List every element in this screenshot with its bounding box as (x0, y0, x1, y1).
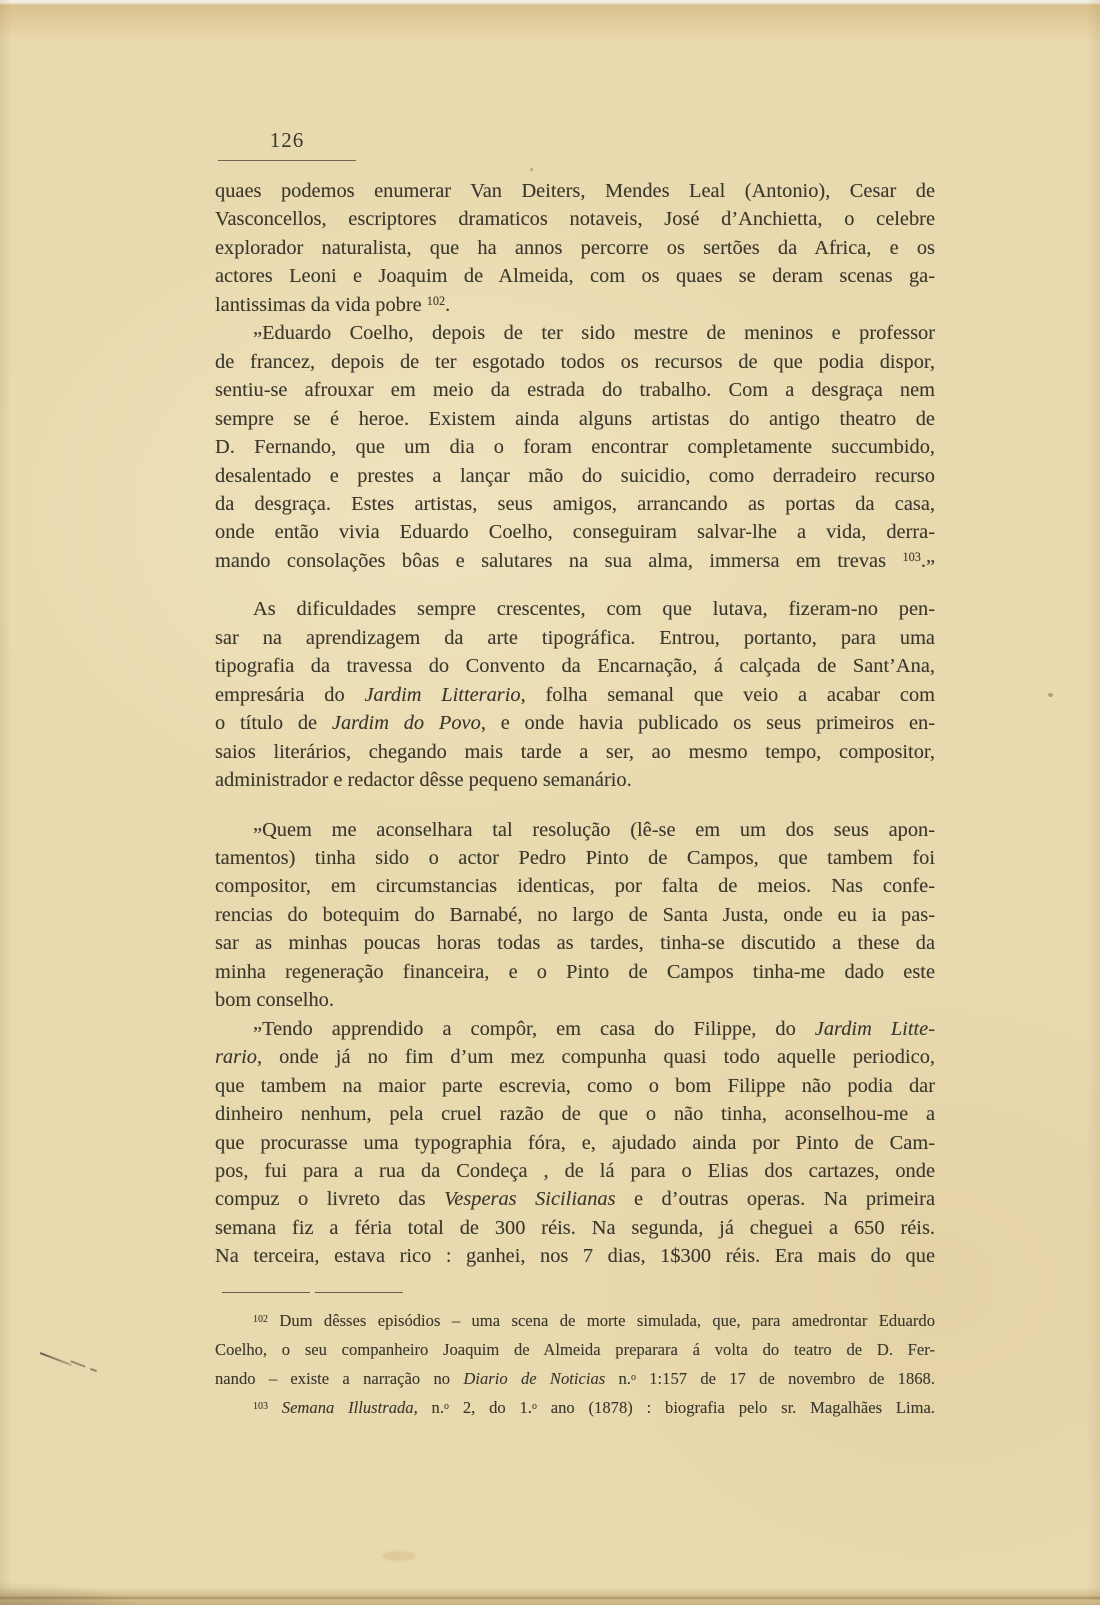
page-bottom-corner-shadow (0, 1581, 170, 1605)
text-line: $^{102}$ Dum dêsses episódios – uma scena de morte simulada, que, para amedrontar Eduardo (253, 1311, 935, 1331)
text-line: dinheiro nenhum, pela cruel razão de que o não tinha, aconselhou-me a (215, 1103, 935, 1126)
text-line: As dificuldades sempre crescentes, com que lutava, fizeram-no pen- (253, 598, 935, 621)
text-line: nando – existe a narração no Diario de Noticias n.$^o$ 1:157 de 17 de novembro de 1868. (215, 1369, 936, 1389)
text-line: tamentos) tinha sido o actor Pedro Pinto de Campos, que tambem foi (215, 846, 935, 869)
paragraph (215, 813, 935, 1015)
pencil-scratch-mark (40, 1350, 102, 1374)
text-line: Na terceira, estava rico : ganhei, nos 7 dias, 1$300 réis. Era mais do que (215, 1245, 935, 1268)
text-line: sar na aprendizagem da arte tipográfica. Entrou, portanto, para uma (215, 626, 935, 649)
text-line: rario, onde já no fim d’um mez compunha quasi todo aquelle periodico, (215, 1046, 935, 1069)
paragraph (215, 316, 935, 575)
paragraph (215, 1012, 935, 1271)
text-line: que tambem na maior parte escrevia, como o bom Filippe não podia dar (215, 1074, 935, 1097)
text-line: de francez, depois de ter esgotado todos os recursos de que podia dispor, (215, 350, 935, 373)
body-text (215, 177, 935, 1271)
text-line: saios literários, chegando mais tarde a ser, ao mesmo tempo, compositor, (215, 740, 935, 763)
page-number: 126 (218, 128, 356, 161)
text-line: „Eduardo Coelho, depois de ter sido mestre de meninos e professor (253, 316, 935, 345)
text-line: mando consolações bôas e salutares na sua alma, immersa em trevas $^{103}$.„ (215, 544, 935, 572)
paper-speck (1048, 693, 1053, 697)
text-line: quaes podemos enumerar Van Deiters, Mendes Leal (Antonio), Cesar de (215, 180, 935, 202)
text-line: actores Leoni e Joaquim de Almeida, com os quaes se deram scenas ga- (215, 265, 935, 288)
text-line: sentiu-se afrouxar em meio da estrada do trabalho. Com a desgraça nem (215, 379, 935, 402)
text-line: da desgraça. Estes artistas, seus amigos, arrancando as portas da casa, (215, 492, 935, 515)
paragraph (215, 177, 935, 319)
text-line: empresária do Jardim Litterario, folha semanal que veio a acabar com (215, 683, 935, 706)
footnote-separator (222, 1292, 403, 1294)
text-line: explorador naturalista, que ha annos percorre os sertões da Africa, e os (215, 236, 935, 259)
text-line: D. Fernando, que um dia o foram encontrar completamente succumbido, (215, 436, 935, 459)
text-line: Vasconcellos, escriptores dramaticos notaveis, José d’Anchietta, o celebre (215, 208, 935, 231)
text-line: onde então vivia Eduardo Coelho, conseguiram salvar-lhe a vida, derra- (215, 521, 935, 544)
text-line: desalentado e prestes a lançar mão do suicidio, como derradeiro recurso (215, 464, 935, 487)
text-line: o título de Jardim do Povo, e onde havia publicado os seus primeiros en- (215, 712, 935, 735)
text-line: tipografia da travessa do Convento da Encarnação, á calçada de Sant’Ana, (215, 655, 935, 678)
paper-speck (530, 168, 533, 171)
text-line: compuz o livreto das Vesperas Sicilianas e d’outras operas. Na primeira (215, 1188, 935, 1211)
text-line: lantissimas da vida pobre $^{102}$. (215, 293, 451, 316)
footnotes (215, 1306, 935, 1422)
text-line: „Quem me aconselhara tal resolução (lê-se em um dos seus apon- (253, 813, 935, 841)
text-line: minha regeneração financeira, e o Pinto de Campos tinha-me dado este (215, 960, 935, 983)
text-line: rencias do botequim do Barnabé, no largo de Santa Justa, onde eu ia pas- (215, 903, 935, 926)
text-line: „Tendo apprendido a compôr, em casa do Filippe, do Jardim Litte- (253, 1012, 935, 1040)
paragraph (215, 1393, 935, 1422)
text-line: compositor, em circumstancias identicas, por falta de meios. Nas confe- (215, 875, 935, 898)
text-line: semana fiz a féria total de 300 réis. Na segunda, já cheguei a 650 réis. (215, 1216, 935, 1239)
text-line: sempre se é heroe. Existem ainda alguns artistas do antigo theatro de (215, 407, 935, 430)
paragraph (215, 1306, 935, 1393)
text-line: pos, fui para a rua da Condeça , de lá para o Elias dos cartazes, onde (215, 1159, 935, 1182)
text-line: sar as minhas poucas horas todas as tardes, tinha-se discutido a these da (215, 932, 935, 955)
paper-stain (382, 1551, 416, 1561)
text-line: administrador e redactor dêsse pequeno semanário. (215, 769, 632, 792)
text-line: Coelho, o seu companheiro Joaquim de Almeida preparara á volta do teatro de D. Fer- (215, 1340, 935, 1360)
text-line: bom conselho. (215, 989, 334, 1012)
text-line: que procurasse uma typographia fóra, e, ajudado ainda por Pinto de Cam- (215, 1131, 935, 1154)
paragraph (215, 595, 935, 794)
text-line: $^{103}$ Semana Illustrada, n.$^o$ 2, do 1.$^o$ ano (1878) : biografia pelo sr. Magalhães Lima. (253, 1398, 936, 1418)
